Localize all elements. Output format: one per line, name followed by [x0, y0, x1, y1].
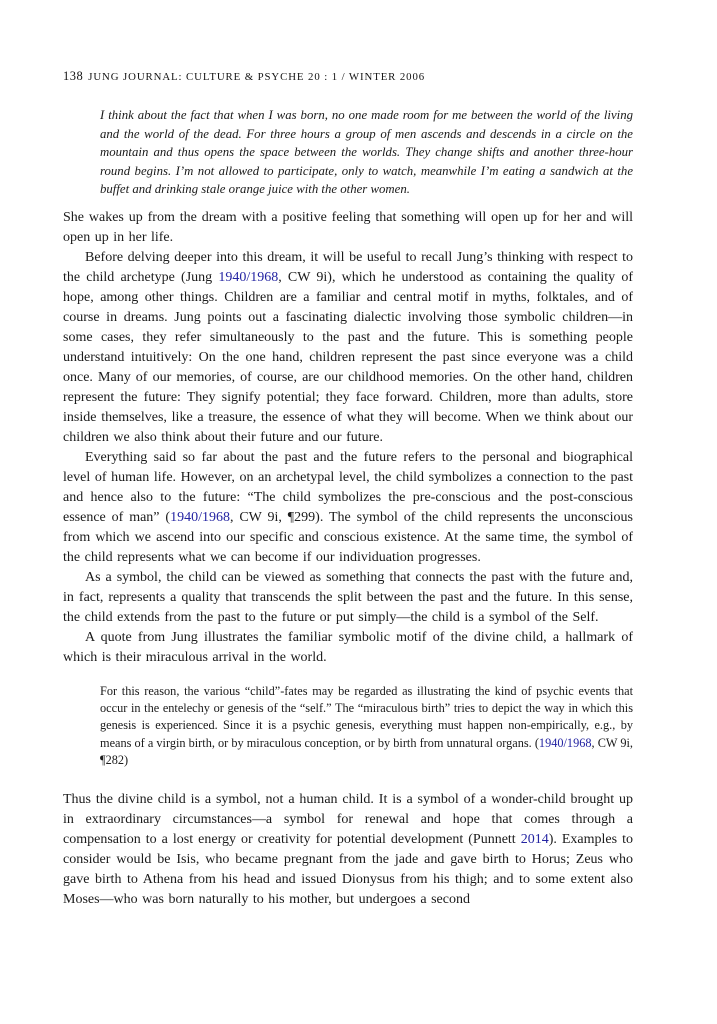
- page-number: 138: [63, 69, 84, 83]
- text-run: , CW 9i), which he understood as containing the quality of hope, among other things. Children are a familiar and central motif in myths, folktales, and of course in dreams. Jung points out a fascinating dialectic involving those symbolic children—in some cases, they refer simultaneously to the past and the future. This is something people understand intuitively: On the one hand, children represent the past since everyone was a child once. Many of our memories, of course, are our childhood memories. On the other hand, children represent the future: They signify potential; they face forward. Children, more than adults, store inside themselves, like a treasure, the essence of what they will become. When we think about our children we also think about their future and our future.: [63, 269, 633, 445]
- text-run: I think about the fact that when I was born, no one made room for me between the world of the living and the world of the dead. For three hours a group of men ascends and descends in a circle on the mountain and thus opens the space between the worlds. They change shifts and another three-hour round begins. I’m not allowed to participate, only to watch, meanwhile I’m eating a sandwich at the buffet and drinking stale orange juice with the other women.: [100, 108, 633, 197]
- text-run: Everything said so far about the past and the future refers to the personal and biographical level of human life. However, on an archetypal level, the child symbolizes a connection to the past and hence also to the future: “The child symbolizes the pre-conscious and the post-conscious essence of man” (: [63, 449, 633, 525]
- running-header: [63, 67, 425, 85]
- text-run: A quote from Jung illustrates the familiar symbolic motif of the divine child, a hallmark of which is their miraculous arrival in the world.: [63, 629, 633, 665]
- citation-link[interactable]: 1940/1968: [538, 735, 592, 750]
- journal-title: JUNG JOURNAL: CULTURE & PSYCHE 20 : 1 / WINTER 2006: [88, 71, 426, 83]
- paragraph: [63, 208, 633, 248]
- text-run: ). Examples to consider would be Isis, who became pregnant from the jade and gave birth to Horus; Zeus who gave birth to Athena from his head and issued Dionysus from his thigh; and to some extent also Moses—who was born naturally to his mother, but undergoes a second: [63, 831, 633, 907]
- text-run: As a symbol, the child can be viewed as something that connects the past with the future and, in fact, represents a quality that transcends the split between the past and the future. In this sense, the child extends from the past to the future or put simply—the child is a symbol of the Self.: [63, 569, 633, 625]
- text-run: For this reason, the various “child”-fates may be regarded as illustrating the kind of psychic events that occur in the entelechy or genesis of the “self.” The “miraculous birth” tries to depict the way in which this genesis is experienced. Since it is a psychic genesis, everything must happen non-empirically, e.g., by means of a virgin birth, or by miraculous conception, or by birth from unnatural organs. (: [100, 683, 633, 750]
- paragraph: [63, 628, 633, 668]
- citation-link[interactable]: 1940/1968: [218, 269, 279, 285]
- paragraph: [63, 448, 633, 568]
- text-run: Thus the divine child is a symbol, not a human child. It is a symbol of a wonder-child brought up in extraordinary circumstances—a symbol for renewal and hope that comes through a compensation to a lost energy or creativity for potential development (Punnett: [63, 791, 633, 847]
- text-run: , CW 9i, ¶282): [100, 735, 634, 767]
- text-run: , CW 9i, ¶299). The symbol of the child represents the unconscious from which we ascend into our specific and conscious existence. At the same time, the symbol of the child represents what we can become if our individuation progresses.: [63, 509, 633, 565]
- citation-link[interactable]: 1940/1968: [170, 509, 230, 525]
- dream-block-quote: [100, 106, 633, 199]
- paragraph: [63, 568, 633, 628]
- text-run: Before delving deeper into this dream, it will be useful to recall Jung’s thinking with respect to the child archetype (Jung: [63, 249, 633, 285]
- article-body: [63, 106, 633, 910]
- paragraph: [63, 248, 633, 448]
- paragraph: [63, 790, 633, 910]
- jung-block-quote: [100, 683, 633, 769]
- citation-link[interactable]: 2014: [520, 831, 549, 847]
- text-run: She wakes up from the dream with a positive feeling that something will open up for her and will open up in her life.: [63, 209, 633, 245]
